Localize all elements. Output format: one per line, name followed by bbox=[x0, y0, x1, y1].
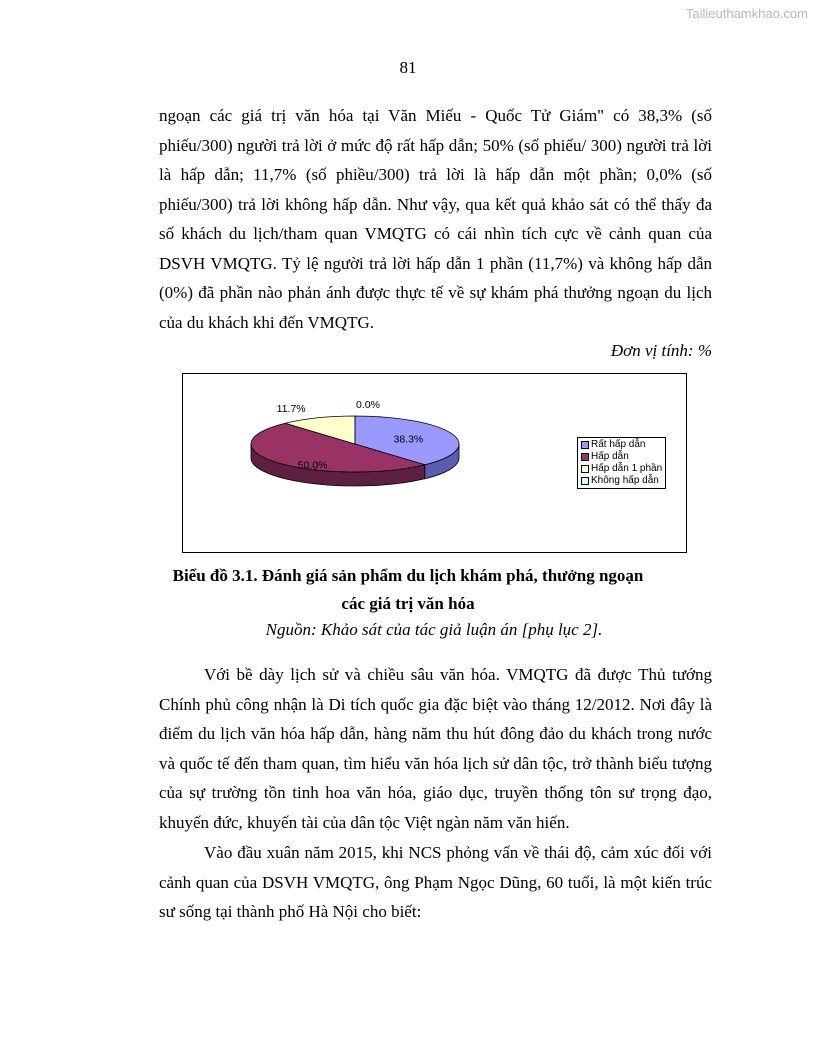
chart-caption-line-1: Biểu đồ 3.1. Đánh giá sản phẩm du lịch khám phá, thưởng ngoạn bbox=[172, 566, 644, 585]
legend-label: Hấp dẫn bbox=[591, 451, 629, 462]
pie-label-rat-hap-dan: 38.3% bbox=[393, 433, 424, 446]
paragraph-3: Vào đầu xuân năm 2015, khi NCS phỏng vấn về thái độ, cảm xúc đối với cảnh quan của DSVH VMQTG, ông Phạm Ngọc Dũng, 60 tuổi, là một kiến trúc sư sống tại thành phố Hà Nội cho biết: bbox=[159, 843, 712, 921]
unit-label: Đơn vị tính: % bbox=[610, 341, 712, 360]
legend-swatch bbox=[581, 465, 589, 473]
pie-label-khong-hap-dan: 0.0% bbox=[356, 399, 380, 411]
legend-item-hap-dan-1-phan bbox=[581, 463, 662, 475]
pie-slices bbox=[251, 416, 459, 472]
legend-item-rat-hap-dan bbox=[581, 439, 662, 451]
legend-label: Rất hấp dẫn bbox=[591, 439, 646, 450]
chart-legend bbox=[577, 437, 666, 489]
legend-item-hap-dan bbox=[581, 451, 662, 463]
legend-item-khong-hap-dan bbox=[581, 475, 662, 487]
pie-chart bbox=[182, 373, 687, 553]
pie-label-hap-dan: 50.0% bbox=[297, 459, 328, 472]
legend-swatch bbox=[581, 441, 589, 449]
page-number: 81 bbox=[399, 58, 417, 77]
legend-swatch bbox=[581, 453, 589, 461]
chart-source: Nguồn: Khảo sát của tác giả luận án [phụ lục 2]. bbox=[265, 620, 603, 639]
paragraph-1: ngoạn các giá trị văn hóa tại Văn Miếu - Quốc Tử Giám" có 38,3% (số phiếu/300) người trả lời ở mức độ rất hấp dẫn; 50% (số phiếu/ 300) người trả lời là hấp dẫn; 11,7% (số phiều/300) trả lời là hấp dẫn một phần; 0,0% (số phiếu/300) trả lời không hấp dẫn. Như vậy, qua kết quả khảo sát có thể thấy đa số khách du lịch/tham quan VMQTG có cái nhìn tích cực về cảnh quan của DSVH VMQTG. Tỷ lệ người trả lời hấp dẫn 1 phần (11,7%) và không hấp dẫn (0%) đã phần nào phản ánh được thực tế về sự khám phá thưởng ngoạn du lịch của du khách khi đến VMQTG. bbox=[159, 106, 712, 332]
legend-label: Không hấp dẫn bbox=[591, 475, 659, 486]
legend-swatch bbox=[581, 477, 589, 485]
paragraph-2: Với bề dày lịch sử và chiều sâu văn hóa. VMQTG đã được Thủ tướng Chính phủ công nhận là Di tích quốc gia đặc biệt vào tháng 12/2012. Nơi đây là điểm du lịch văn hóa hấp dẫn, hàng năm thu hút đông đảo du khách trong nước và quốc tế đến tham quan, tìm hiểu văn hóa lịch sử dân tộc, trở thành biểu tượng của sự trường tồn tinh hoa văn hóa, giáo dục, truyền thống tôn sư trọng đạo, khuyến đức, khuyến tài của dân tộc Việt ngàn năm văn hiến. bbox=[159, 665, 712, 832]
legend-label: Hấp dẫn 1 phần bbox=[591, 463, 663, 474]
chart-caption-line-2: các giá trị văn hóa bbox=[341, 594, 475, 613]
pie-label-hap-dan-1-phan: 11.7% bbox=[276, 402, 306, 415]
watermark: Tailieuthamkhao.com bbox=[685, 6, 808, 21]
